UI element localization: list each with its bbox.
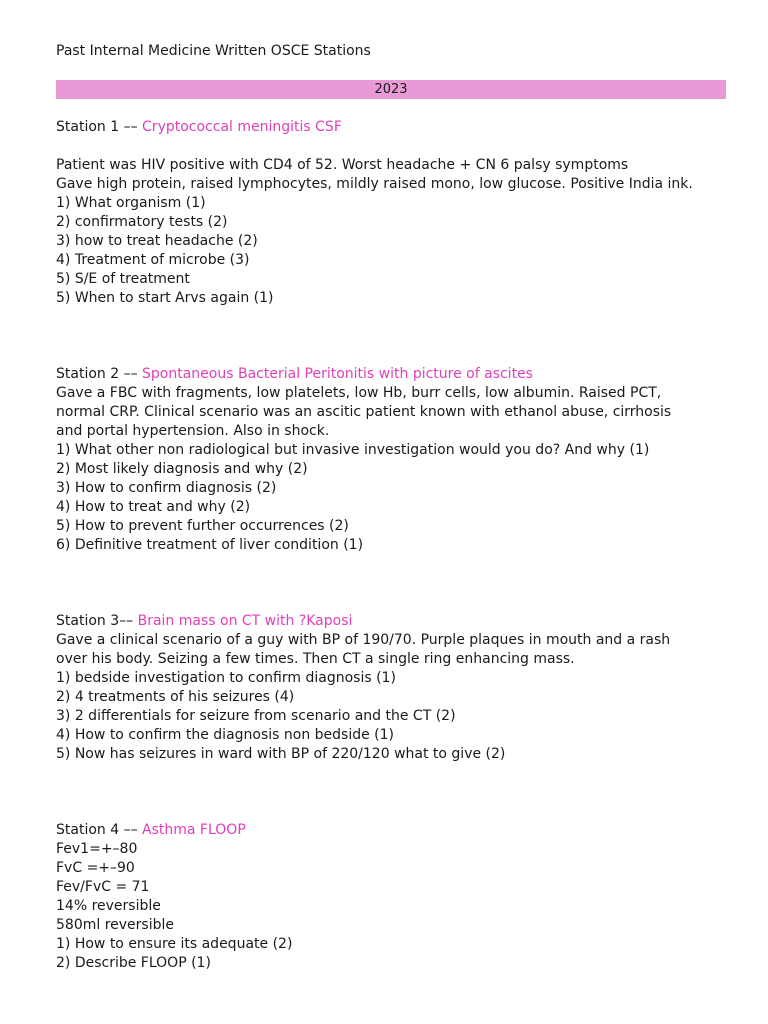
question-item: 3) How to confirm diagnosis (2) <box>56 480 277 496</box>
document-page <box>56 42 726 973</box>
spirometry-line: FvC =+–90 <box>56 860 135 876</box>
station-label: Station 2 –– <box>56 366 143 382</box>
station-label: Station 1 –– <box>56 119 143 135</box>
question-item: 3) 2 differentials for seizure from scenario and the CT (2) <box>56 708 456 724</box>
question-item: 6) Definitive treatment of liver condition (1) <box>56 537 364 553</box>
station-4 <box>56 821 726 973</box>
station-topic: Cryptococcal meningitis CSF <box>142 119 342 135</box>
station-label: Station 4 –– <box>56 822 143 838</box>
station-heading <box>56 821 726 840</box>
question-list <box>56 669 726 764</box>
question-item: 1) How to ensure its adequate (2) <box>56 936 293 952</box>
question-item: 4) How to confirm the diagnosis non bedside (1) <box>56 727 395 743</box>
station-topic: Spontaneous Bacterial Peritonitis with picture of ascites <box>142 366 533 382</box>
question-item: 3) how to treat headache (2) <box>56 233 258 249</box>
question-item: 1) What other non radiological but invasive investigation would you do? And why (1) <box>56 442 650 458</box>
year-banner: 2023 <box>56 80 726 99</box>
station-heading <box>56 612 726 631</box>
scenario-line: and portal hypertension. Also in shock. <box>56 423 330 439</box>
station-heading <box>56 365 726 384</box>
station-label: Station 3–– <box>56 613 138 629</box>
question-item: 2) Describe FLOOP (1) <box>56 955 211 971</box>
document-title: Past Internal Medicine Written OSCE Stations <box>56 43 371 59</box>
station-3 <box>56 612 726 764</box>
question-item: 2) 4 treatments of his seizures (4) <box>56 689 295 705</box>
scenario-line: Gave high protein, raised lymphocytes, mildly raised mono, low glucose. Positive India ink. <box>56 176 693 192</box>
question-item: 5) S/E of treatment <box>56 271 190 287</box>
question-list <box>56 935 726 973</box>
spirometry-line: Fev1=+–80 <box>56 841 138 857</box>
question-list <box>56 441 726 555</box>
station-heading <box>56 118 726 137</box>
question-item: 2) confirmatory tests (2) <box>56 214 228 230</box>
spirometry-line: 14% reversible <box>56 898 161 914</box>
scenario-line: Gave a FBC with fragments, low platelets, low Hb, burr cells, low albumin. Raised PCT, <box>56 385 662 401</box>
station-1 <box>56 118 726 308</box>
question-item: 1) bedside investigation to confirm diagnosis (1) <box>56 670 396 686</box>
question-item: 5) When to start Arvs again (1) <box>56 290 274 306</box>
station-topic: Asthma FLOOP <box>142 822 246 838</box>
question-list <box>56 194 726 308</box>
scenario-line: Gave a clinical scenario of a guy with BP of 190/70. Purple plaques in mouth and a rash <box>56 632 671 648</box>
question-item: 5) How to prevent further occurrences (2) <box>56 518 349 534</box>
scenario-line: normal CRP. Clinical scenario was an ascitic patient known with ethanol abuse, cirrhosis <box>56 404 672 420</box>
spirometry-line: 580ml reversible <box>56 917 174 933</box>
question-item: 2) Most likely diagnosis and why (2) <box>56 461 308 477</box>
question-item: 4) How to treat and why (2) <box>56 499 251 515</box>
station-2 <box>56 365 726 555</box>
scenario-line: over his body. Seizing a few times. Then CT a single ring enhancing mass. <box>56 651 575 667</box>
question-item: 5) Now has seizures in ward with BP of 220/120 what to give (2) <box>56 746 506 762</box>
station-topic: Brain mass on CT with ?Kaposi <box>137 613 353 629</box>
spacer <box>56 137 726 156</box>
question-item: 1) What organism (1) <box>56 195 206 211</box>
scenario-line: Patient was HIV positive with CD4 of 52. Worst headache + CN 6 palsy symptoms <box>56 157 629 173</box>
question-item: 4) Treatment of microbe (3) <box>56 252 250 268</box>
spirometry-line: Fev/FvC = 71 <box>56 879 150 895</box>
